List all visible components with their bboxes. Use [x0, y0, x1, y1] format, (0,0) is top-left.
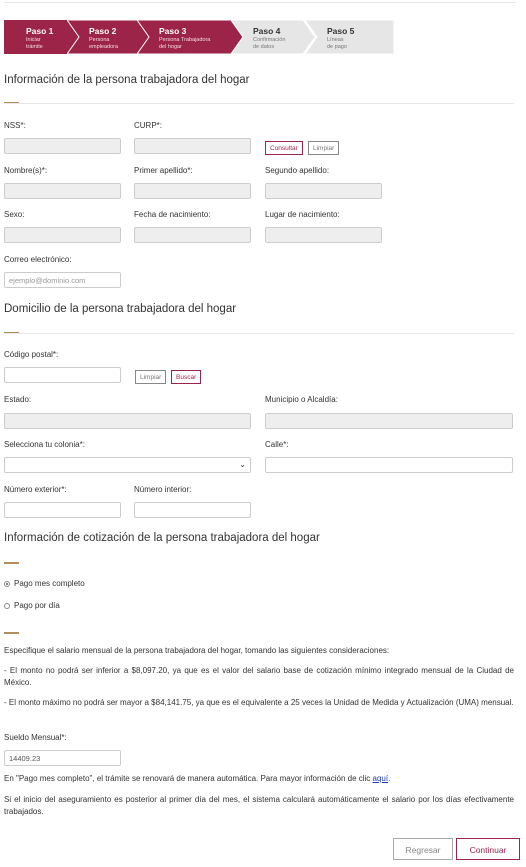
salary-min-note: - El monto no podrá ser inferior a $8,097.20, ya que es el valor del salario base de cotización mínimo integrado mensual de la Ciudad de México.	[4, 666, 514, 687]
estado-input[interactable]	[4, 413, 251, 429]
curp-label: CURP*:	[134, 121, 163, 130]
step-2	[67, 20, 147, 54]
contribution-section-title: Información de cotización de la persona trabajadora del hogar	[4, 532, 320, 544]
chevron-down-icon: ⌄	[239, 460, 246, 469]
step-4-sub: Confirmación	[253, 37, 286, 43]
fecha-nacimiento-input[interactable]	[134, 227, 251, 243]
sexo-label: Sexo:	[4, 210, 25, 219]
pago-por-dia-label[interactable]: Pago por día	[14, 601, 60, 610]
step-5-sub: Líneas	[327, 37, 344, 43]
renewal-note-end: .	[388, 774, 391, 783]
pago-mes-completo-radio[interactable]	[4, 581, 10, 587]
step-4-title: Paso 4	[253, 26, 281, 36]
renewal-note-text: En "Pago mes completo", el trámite se renovará de manera automática. Para mayor información de clic	[4, 774, 371, 783]
contribution-section-accent	[4, 562, 19, 564]
more-info-link[interactable]: aquí	[372, 774, 389, 783]
step-5-sub2: de pago	[327, 44, 347, 50]
step-2-title: Paso 2	[89, 26, 117, 36]
primer-apellido-input[interactable]	[134, 183, 251, 199]
continuar-button[interactable]: Continuar	[456, 838, 520, 860]
address-section-divider	[4, 333, 514, 334]
consultar-button[interactable]: Consultar	[265, 141, 303, 155]
fecha-nacimiento-label: Fecha de nacimiento:	[134, 210, 211, 219]
salary-accent	[4, 632, 19, 634]
colonia-label: Selecciona tu colonia*:	[4, 440, 85, 449]
regresar-button[interactable]: Regresar	[393, 838, 453, 860]
worker-section-divider	[4, 103, 514, 104]
buscar-button[interactable]: Buscar	[171, 370, 201, 384]
step-3-title: Paso 3	[159, 26, 187, 36]
limpiar-cp-button[interactable]: Limpiar	[135, 370, 166, 384]
step-3	[137, 20, 237, 54]
colonia-select[interactable]	[4, 457, 251, 473]
renewal-note	[4, 773, 514, 785]
numero-exterior-label: Número exterior*:	[4, 485, 67, 494]
step-5-title: Paso 5	[327, 26, 355, 36]
address-section-title: Domicilio de la persona trabajadora del hogar	[4, 303, 237, 315]
step-2-sub2: empleadora	[89, 44, 119, 50]
step-3-sub2: del hogar	[159, 44, 182, 50]
salary-max-note: - El monto máximo no podrá ser mayor a $84,141.75, ya que es el equivalente a 25 veces la Unidad de Medida y Actualización (UMA) mensual.	[4, 698, 514, 707]
codigo-postal-label: Código postal*:	[4, 350, 59, 359]
worker-section-title: Información de la persona trabajadora del hogar	[4, 74, 250, 86]
primer-apellido-label: Primer apellido*:	[134, 166, 193, 175]
step-1-title: Paso 1	[26, 26, 54, 36]
segundo-apellido-label: Segundo apellido:	[265, 166, 330, 175]
calle-input[interactable]	[265, 457, 513, 473]
step-1-sub: Iniciar	[26, 37, 41, 43]
calle-label: Calle*:	[265, 440, 289, 449]
lugar-nacimiento-input[interactable]	[265, 227, 382, 243]
sexo-input[interactable]	[4, 227, 121, 243]
salary-instructions: Especifique el salario mensual de la persona trabajadora del hogar, tomando las siguientes consideraciones:	[4, 646, 390, 655]
nombre-input[interactable]	[4, 183, 121, 199]
numero-interior-input[interactable]	[134, 502, 251, 518]
lugar-nacimiento-label: Lugar de nacimiento:	[265, 210, 340, 219]
sueldo-mensual-label: Sueldo Mensual*:	[4, 733, 67, 742]
curp-input[interactable]	[134, 138, 251, 154]
step-4-sub2: de datos	[253, 44, 275, 50]
limpiar-curp-button[interactable]: Limpiar	[308, 141, 339, 155]
top-divider	[4, 2, 516, 3]
numero-exterior-input[interactable]	[4, 502, 121, 518]
nombre-label: Nombre(s)*:	[4, 166, 48, 175]
correo-input[interactable]: ejemplo@dominio.com	[4, 272, 121, 288]
nss-label: NSS*:	[4, 121, 26, 130]
proration-note: Si el inicio del aseguramiento es posterior al primer día del mes, el sistema calculará automáticamente el salario por los días efectivamente trabajados.	[4, 795, 514, 816]
step-1-sub2: trámite	[26, 44, 43, 50]
progress-stepper	[4, 20, 394, 54]
municipio-input[interactable]	[265, 413, 513, 429]
step-3-sub: Persona Trabajadora	[159, 37, 211, 43]
municipio-label: Municipio o Alcaldía:	[265, 395, 338, 404]
step-2-sub: Persona	[89, 37, 110, 43]
sueldo-mensual-input[interactable]: 14409.23	[4, 750, 121, 766]
pago-mes-completo-label[interactable]: Pago mes completo	[14, 579, 85, 588]
step-4	[231, 20, 311, 54]
nss-input[interactable]	[4, 138, 121, 154]
step-5	[305, 20, 394, 54]
correo-label: Correo electrónico:	[4, 255, 72, 264]
pago-por-dia-radio[interactable]	[4, 603, 10, 609]
estado-label: Estado:	[4, 395, 32, 404]
numero-interior-label: Número interior:	[134, 485, 192, 494]
codigo-postal-input[interactable]	[4, 367, 121, 383]
segundo-apellido-input[interactable]	[265, 183, 382, 199]
